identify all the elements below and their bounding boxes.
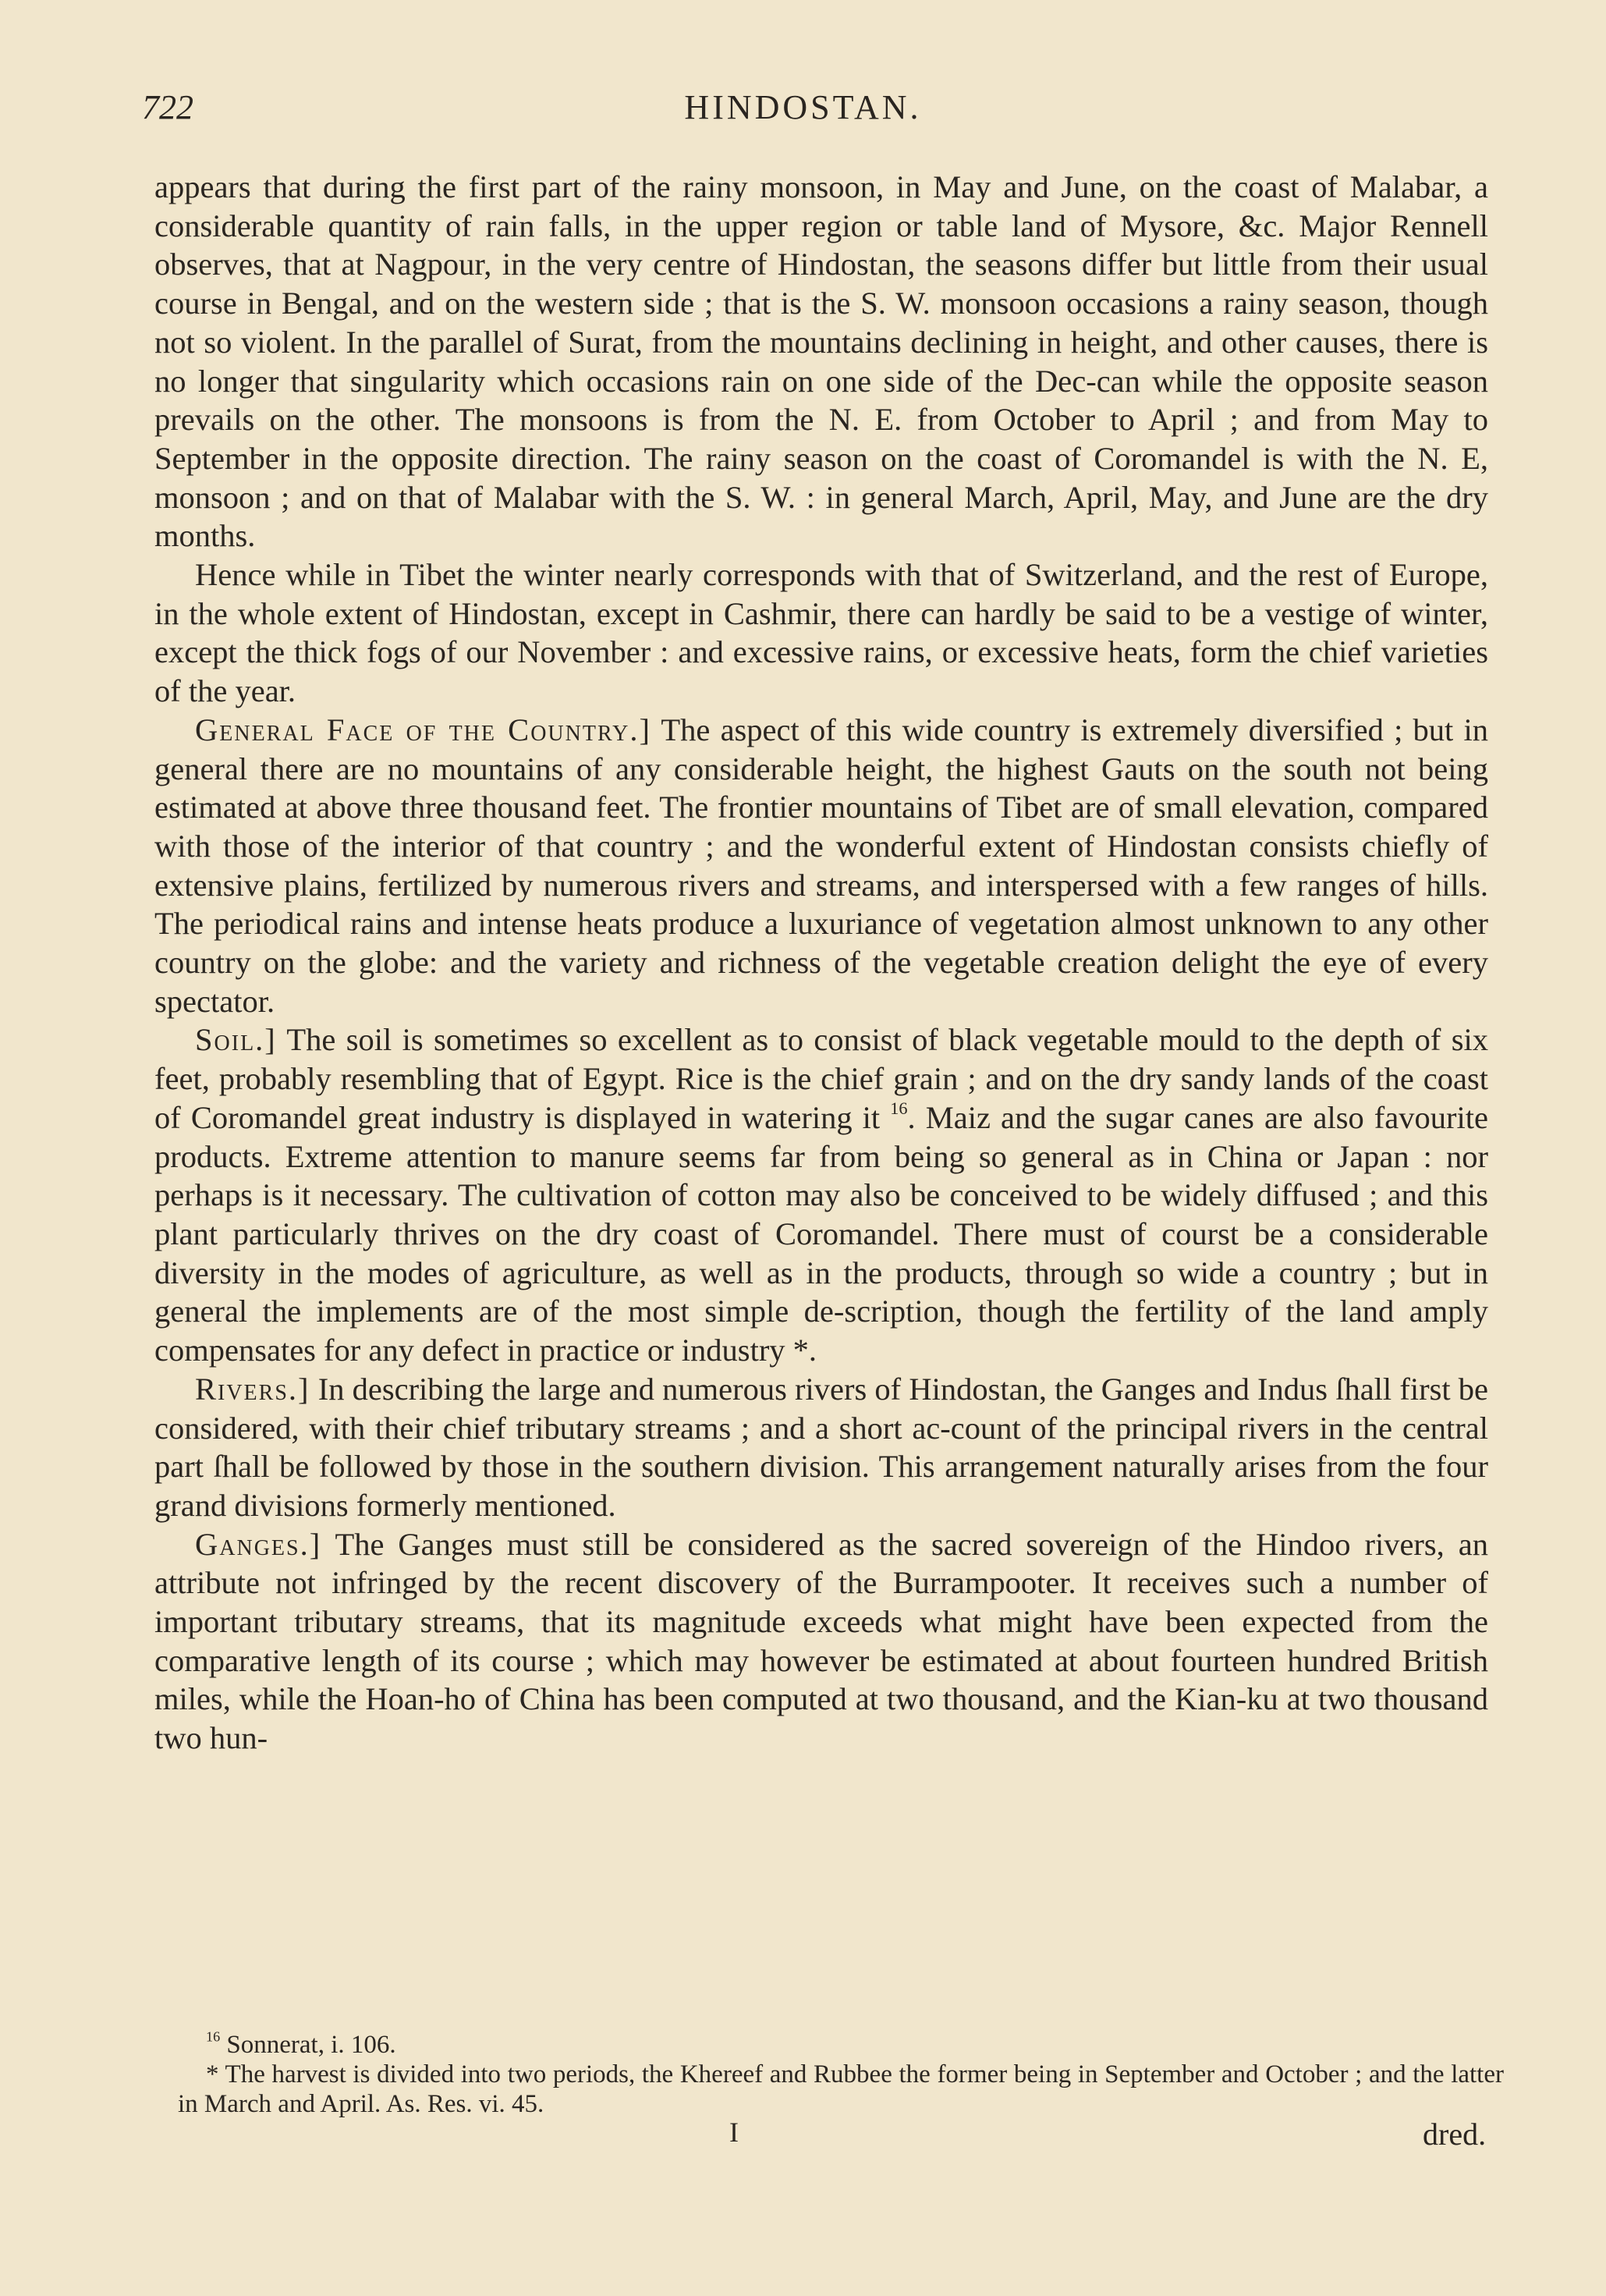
paragraph-face-of-country-text: The aspect of this wide country is extremely diversified ; but in general there are no mountains of any considerable height, the highest Gauts on the south not being estimated at above three thousand feet. The frontier mountains of Tibet are of small elevation, compared with those of the interior of that country ; and the wonderful extent of Hindostan consists chiefly of extensive plains, fertilized by numerous rivers and streams, and interspersed with a few ranges of hills. The periodical rains and intense heats produce a luxuriance of vegetation almost unknown to any other country on the globe: and the variety and richness of the vegetable creation delight the eye of every spectator.: [154, 712, 1488, 1019]
paragraph-face-of-country: [154, 711, 1488, 1021]
paragraph-winter: Hence while in Tibet the winter nearly corresponds with that of Switzerland, and the rest of Europe, in the whole extent of Hindostan, except in Cashmir, there can hardly be said to be a vestige of winter, except the thick fogs of our November : and excessive rains, or excessive heats, form the chief varieties of the year.: [154, 557, 1488, 709]
signature-mark: I: [729, 2117, 739, 2148]
section-heading-rivers: Rivers.]: [195, 1371, 310, 1407]
footnote-ref-16: 16: [890, 1098, 908, 1119]
section-heading-ganges: Ganges.]: [195, 1526, 322, 1562]
footnote-16: [178, 2030, 1504, 2060]
body-text: [154, 168, 1488, 1758]
page-header: [0, 87, 1606, 134]
running-head: HINDOSTAN.: [684, 88, 922, 126]
footnote-16-mark: 16: [206, 2028, 221, 2045]
paragraph-monsoon: appears that during the first part of the rainy monsoon, in May and June, on the coast of Malabar, a considerable quantity of rain falls, in the upper region or table land of Mysore, &c. Major Rennell observes, that at Nagpour, in the very centre of Hindostan, the seasons differ but little from their usual course in Bengal, and on the western side ; that is the S. W. monsoon occasions a rainy season, though not so violent. In the parallel of Surat, from the mountains declining in height, and other causes, there is no longer that singularity which occasions rain on one side of the Dec-can while the opposite season prevails on the other. The monsoons is from the N. E. from October to April ; and from May to September in the opposite direction. The rainy season on the coast of Coromandel is with the N. E, monsoon ; and on that of Malabar with the S. W. : in general March, April, May, and June are the dry months.: [154, 169, 1488, 554]
footnote-star: * The harvest is divided into two periods, the Khereef and Rubbee the former being in September and October ; and the latter in March and April. As. Res. vi. 45.: [178, 2060, 1504, 2118]
footnotes: [178, 2030, 1504, 2119]
catchword: dred.: [1423, 2117, 1487, 2152]
footnote-16-text: Sonnerat, i. 106.: [226, 2031, 396, 2059]
paragraph-soil: [154, 1020, 1488, 1369]
section-heading-face-of-country: General Face of the Country.]: [195, 712, 651, 747]
paragraph-soil-text-b: . Maiz and the sugar canes are also favourite products. Extreme attention to manure seems far from being so general as in China or Japan : nor perhaps is it necessary. The cultivation of cotton may also be conceived to be widely diffused ; and this plant particularly thrives on the dry coast of Coromandel. There must of courst be a considerable diversity in the modes of agriculture, as well as in the products, through so wide a country ; but in general the implements are of the most simple de-scription, though the fertility of the land amply compensates for any defect in practice or industry *.: [154, 1099, 1488, 1368]
page-number: 722: [142, 88, 193, 126]
paragraph-rivers-text: In describing the large and numerous rivers of Hindostan, the Ganges and Indus ſhall first be considered, with their chief tributary streams ; and a short ac-count of the principal rivers in the central part ſhall be followed by those in the southern division. This arrangement naturally arises from the four grand divisions formerly mentioned.: [154, 1371, 1488, 1523]
paragraph-soil-text-a: The soil is sometimes so excellent as to consist of black vegetable mould to the depth of six feet, probably resembling that of Egypt. Rice is the chief grain ; and on the dry sandy lands of the coast of Coromandel great industry is displayed in watering it: [154, 1022, 1488, 1135]
paragraph-ganges: [154, 1525, 1488, 1758]
section-heading-soil: Soil.]: [195, 1022, 277, 1058]
paragraph-ganges-text: The Ganges must still be considered as the sacred sovereign of the Hindoo rivers, an attribute not infringed by the recent discovery of the Burrampooter. It receives such a number of important tributary streams, that its magnitude exceeds what might have been expected from the comparative length of its course ; which may however be estimated at about fourteen hundred British miles, while the Hoan-ho of China has been computed at two thousand, and the Kian-ku at two thousand two hun-: [154, 1526, 1488, 1756]
paragraph-rivers: [154, 1370, 1488, 1525]
